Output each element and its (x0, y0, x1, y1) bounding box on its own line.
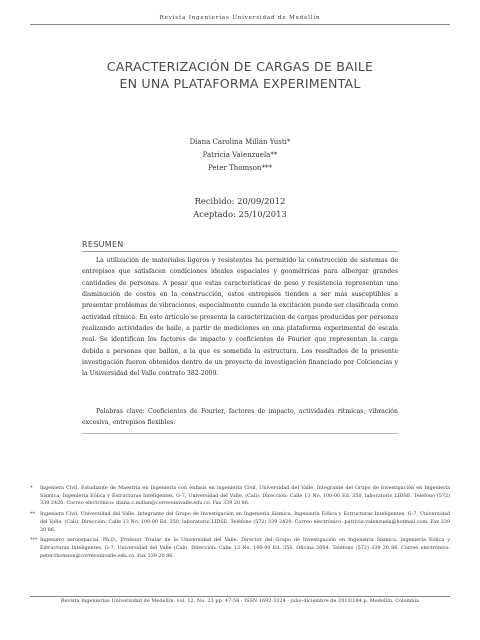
keywords (82, 406, 398, 429)
submission-dates (0, 195, 480, 220)
received-date: Recibido: 20/09/2012 (194, 196, 286, 206)
footnote-mark: ** (30, 511, 35, 518)
footnote (30, 485, 450, 508)
running-header: Revista Ingenierías Universidad de Medellín (159, 15, 321, 21)
author-name: Peter Thomson*** (208, 164, 272, 172)
author-name: Patricia Valenzuela** (202, 151, 278, 159)
accepted-date: Aceptado: 25/10/2013 (193, 208, 287, 219)
header-rule (30, 24, 450, 25)
abstract-end-rule (82, 433, 398, 434)
abstract-heading: RESUMEN (82, 240, 124, 249)
footnote-text: Ingeniera Civil, Universidad del Valle. Integrante del Grupo de Investigación en Ingeniería Sísmica, Ingeniería Eólica y Estructuras Inteligentes, G-7, Universidad del Valle, (Cali). Dirección: Calle 13 No. 100-00 Ed. 350, laboratorio LIDSE. Teléfono (572) 339 2420. Correo electrónico: patricia.valenzuela@hotmail.com. Fax 339 20 86. (40, 511, 450, 533)
footnote (30, 537, 450, 560)
article-title (0, 58, 480, 92)
author-name: Diana Carolina Millán Yusti* (189, 138, 291, 146)
title-line-2: EN UNA PLATAFORMA EXPERIMENTAL (119, 76, 361, 91)
footnotes (30, 485, 450, 563)
footnote-text: Ingeniero aeroespacial, Ph.D., Profesor Titular de la Universidad del Valle. Director del Grupo de Investigación en Ingeniería Sísmica, Ingeniería Eólica y Estructuras Inteligentes, G-7, Universidad del Valle (Cali). Dirección: Calle 13 No. 100-00 Ed. 350, Oficina 2004. Teléfono (572) 339 20 86. Correo electrónico: peter.thomson@correounivalle.edu.co. Fax 339 20 86. (40, 537, 450, 559)
running-footer: Revista Ingenierías Universidad de Medellín, vol. 12, No. 23 pp. 47-58 · ISSN 1692-3324 · julio-diciembre de 2013/184 p. Medellín, Colombia (60, 599, 420, 604)
abstract-rule (82, 251, 398, 252)
footnote-text: Ingeniera Civil. Estudiante de Maestría en Ingeniería con énfasis en ingeniería Civil, Universidad del Valle. Integrante del Grupo de Investigación en Ingeniería Sísmica, Ingeniería Eólica y Estructuras Inteligentes, G-7, Universidad del Valle, (Cali). Dirección: Calle 13 No. 100-00 Ed. 350, laboratorio LIDSE. Teléfono (572) 339 2420. Correo electrónico: diana.c.millan@correounivalle.edu.co. Fax 339 20 86. (40, 485, 450, 507)
footer-rule (30, 596, 450, 597)
footnote-mark: * (30, 485, 33, 491)
keywords-paragraph: Palabras clave: Coeficientes de Fourier, factores de impacto, actividades rítmicas, vibración excesiva, entrepisos flexibles. (82, 408, 398, 427)
abstract-paragraph: La utilización de materiales ligeros y resistentes ha permitido la construcción de sistemas de entrepisos que satisfacen condiciones ideales espaciales y geométricas para albergar grandes cantidades de personas. A pesar que estas características de peso y resistencia representan una disminución de costos en la construcción, estos entrepisos tienden a ser más susceptibles a presentar problemas de vibraciones, especialmente cuando la excitación puede ser clasificada como actividad rítmica. En este artículo se presenta la caracterización de cargas producidas por personas realizando actividades de baile, a partir de mediciones en una plataforma experimental de escala real. Se identifican los factores de impacto y coeficientes de Fourier que representan la carga debida a personas que bailan, a la que es sometida la estructura. Los resultados de la presente investigación fueron obtenidos dentro de un proyecto de investigación financiado por Colciencias y la Universidad del Valle contrato 382-2009. (82, 257, 398, 378)
footnote (30, 511, 450, 534)
abstract-body (82, 255, 398, 380)
footnote-mark: *** (30, 537, 38, 544)
title-line-1: CARACTERIZACIÓN DE CARGAS DE BAILE (106, 59, 374, 74)
author-list (0, 136, 480, 175)
